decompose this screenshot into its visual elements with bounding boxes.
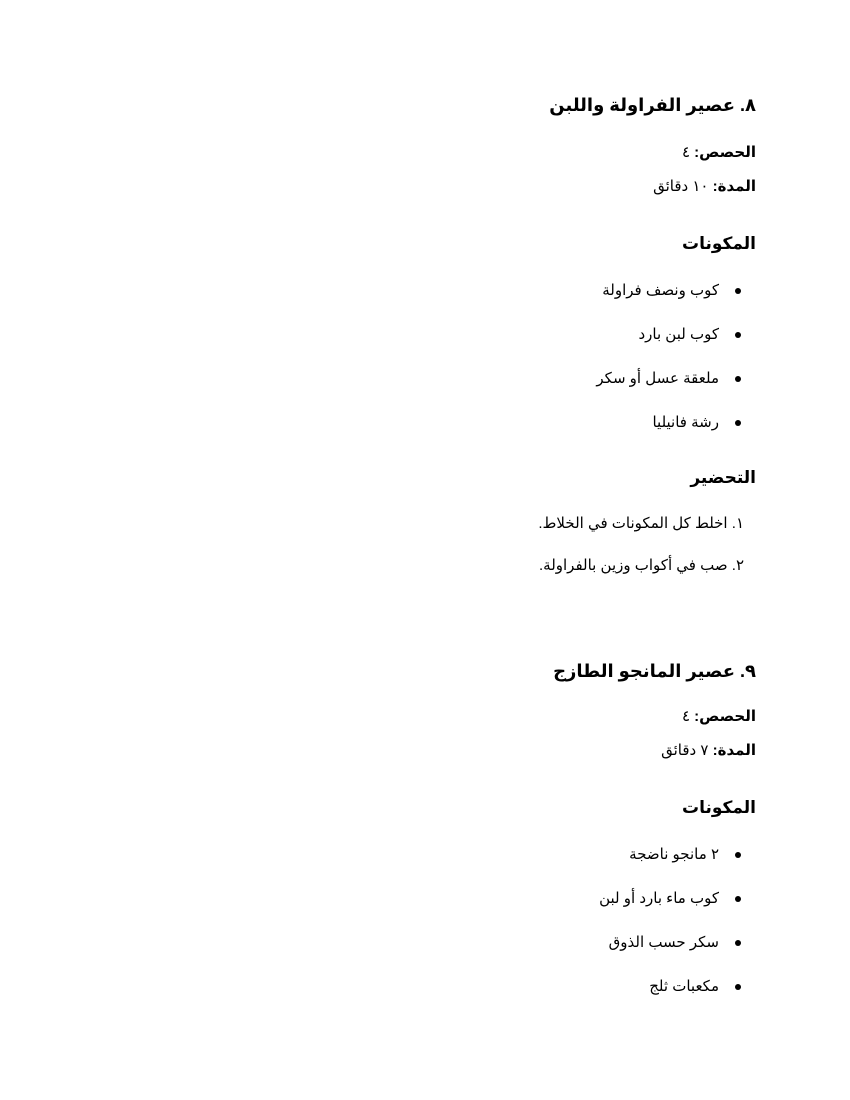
ingredients-heading: المكونات (681, 234, 756, 253)
step-item: ٢. صب في أكواب وزين بالفراولة. (538, 557, 744, 574)
duration-line (661, 741, 756, 759)
ingredient-item: كوب ونصف فراولة (602, 282, 719, 299)
duration-line (653, 177, 756, 195)
bullet-icon (735, 376, 741, 382)
servings-label: الحصص: (694, 144, 756, 161)
duration-label: المدة: (712, 742, 756, 759)
bullet-icon (735, 896, 741, 902)
duration-label: المدة: (712, 178, 756, 195)
recipe-title: ٩. عصير المانجو الطازج (553, 661, 756, 681)
bullet-icon (735, 852, 741, 858)
ingredient-item: مكعبات ثلج (649, 978, 719, 995)
recipe-title: ٨. عصير الفراولة واللبن (549, 95, 756, 115)
bullet-icon (735, 288, 741, 294)
ingredient-item: ٢ مانجو ناضجة (629, 846, 719, 863)
ingredient-item: سكر حسب الذوق (608, 934, 719, 951)
bullet-icon (735, 940, 741, 946)
step-item: ١. اخلط كل المكونات في الخلاط. (538, 515, 744, 532)
servings-line (682, 143, 756, 161)
ingredient-item: كوب لبن بارد (638, 326, 719, 343)
ingredient-item: رشة فانيليا (652, 414, 719, 431)
servings-value: ٤ (681, 144, 690, 161)
bullet-icon (735, 984, 741, 990)
duration-value: ١٠ دقائق (653, 178, 709, 195)
servings-value: ٤ (681, 708, 690, 725)
ingredient-item: كوب ماء بارد أو لبن (599, 890, 719, 907)
bullet-icon (735, 332, 741, 338)
servings-line (682, 707, 756, 725)
duration-value: ٧ دقائق (661, 742, 709, 759)
preparation-heading: التحضير (690, 468, 756, 487)
servings-label: الحصص: (694, 708, 756, 725)
bullet-icon (735, 420, 741, 426)
ingredient-item: ملعقة عسل أو سكر (596, 370, 719, 387)
ingredients-heading: المكونات (681, 798, 756, 817)
